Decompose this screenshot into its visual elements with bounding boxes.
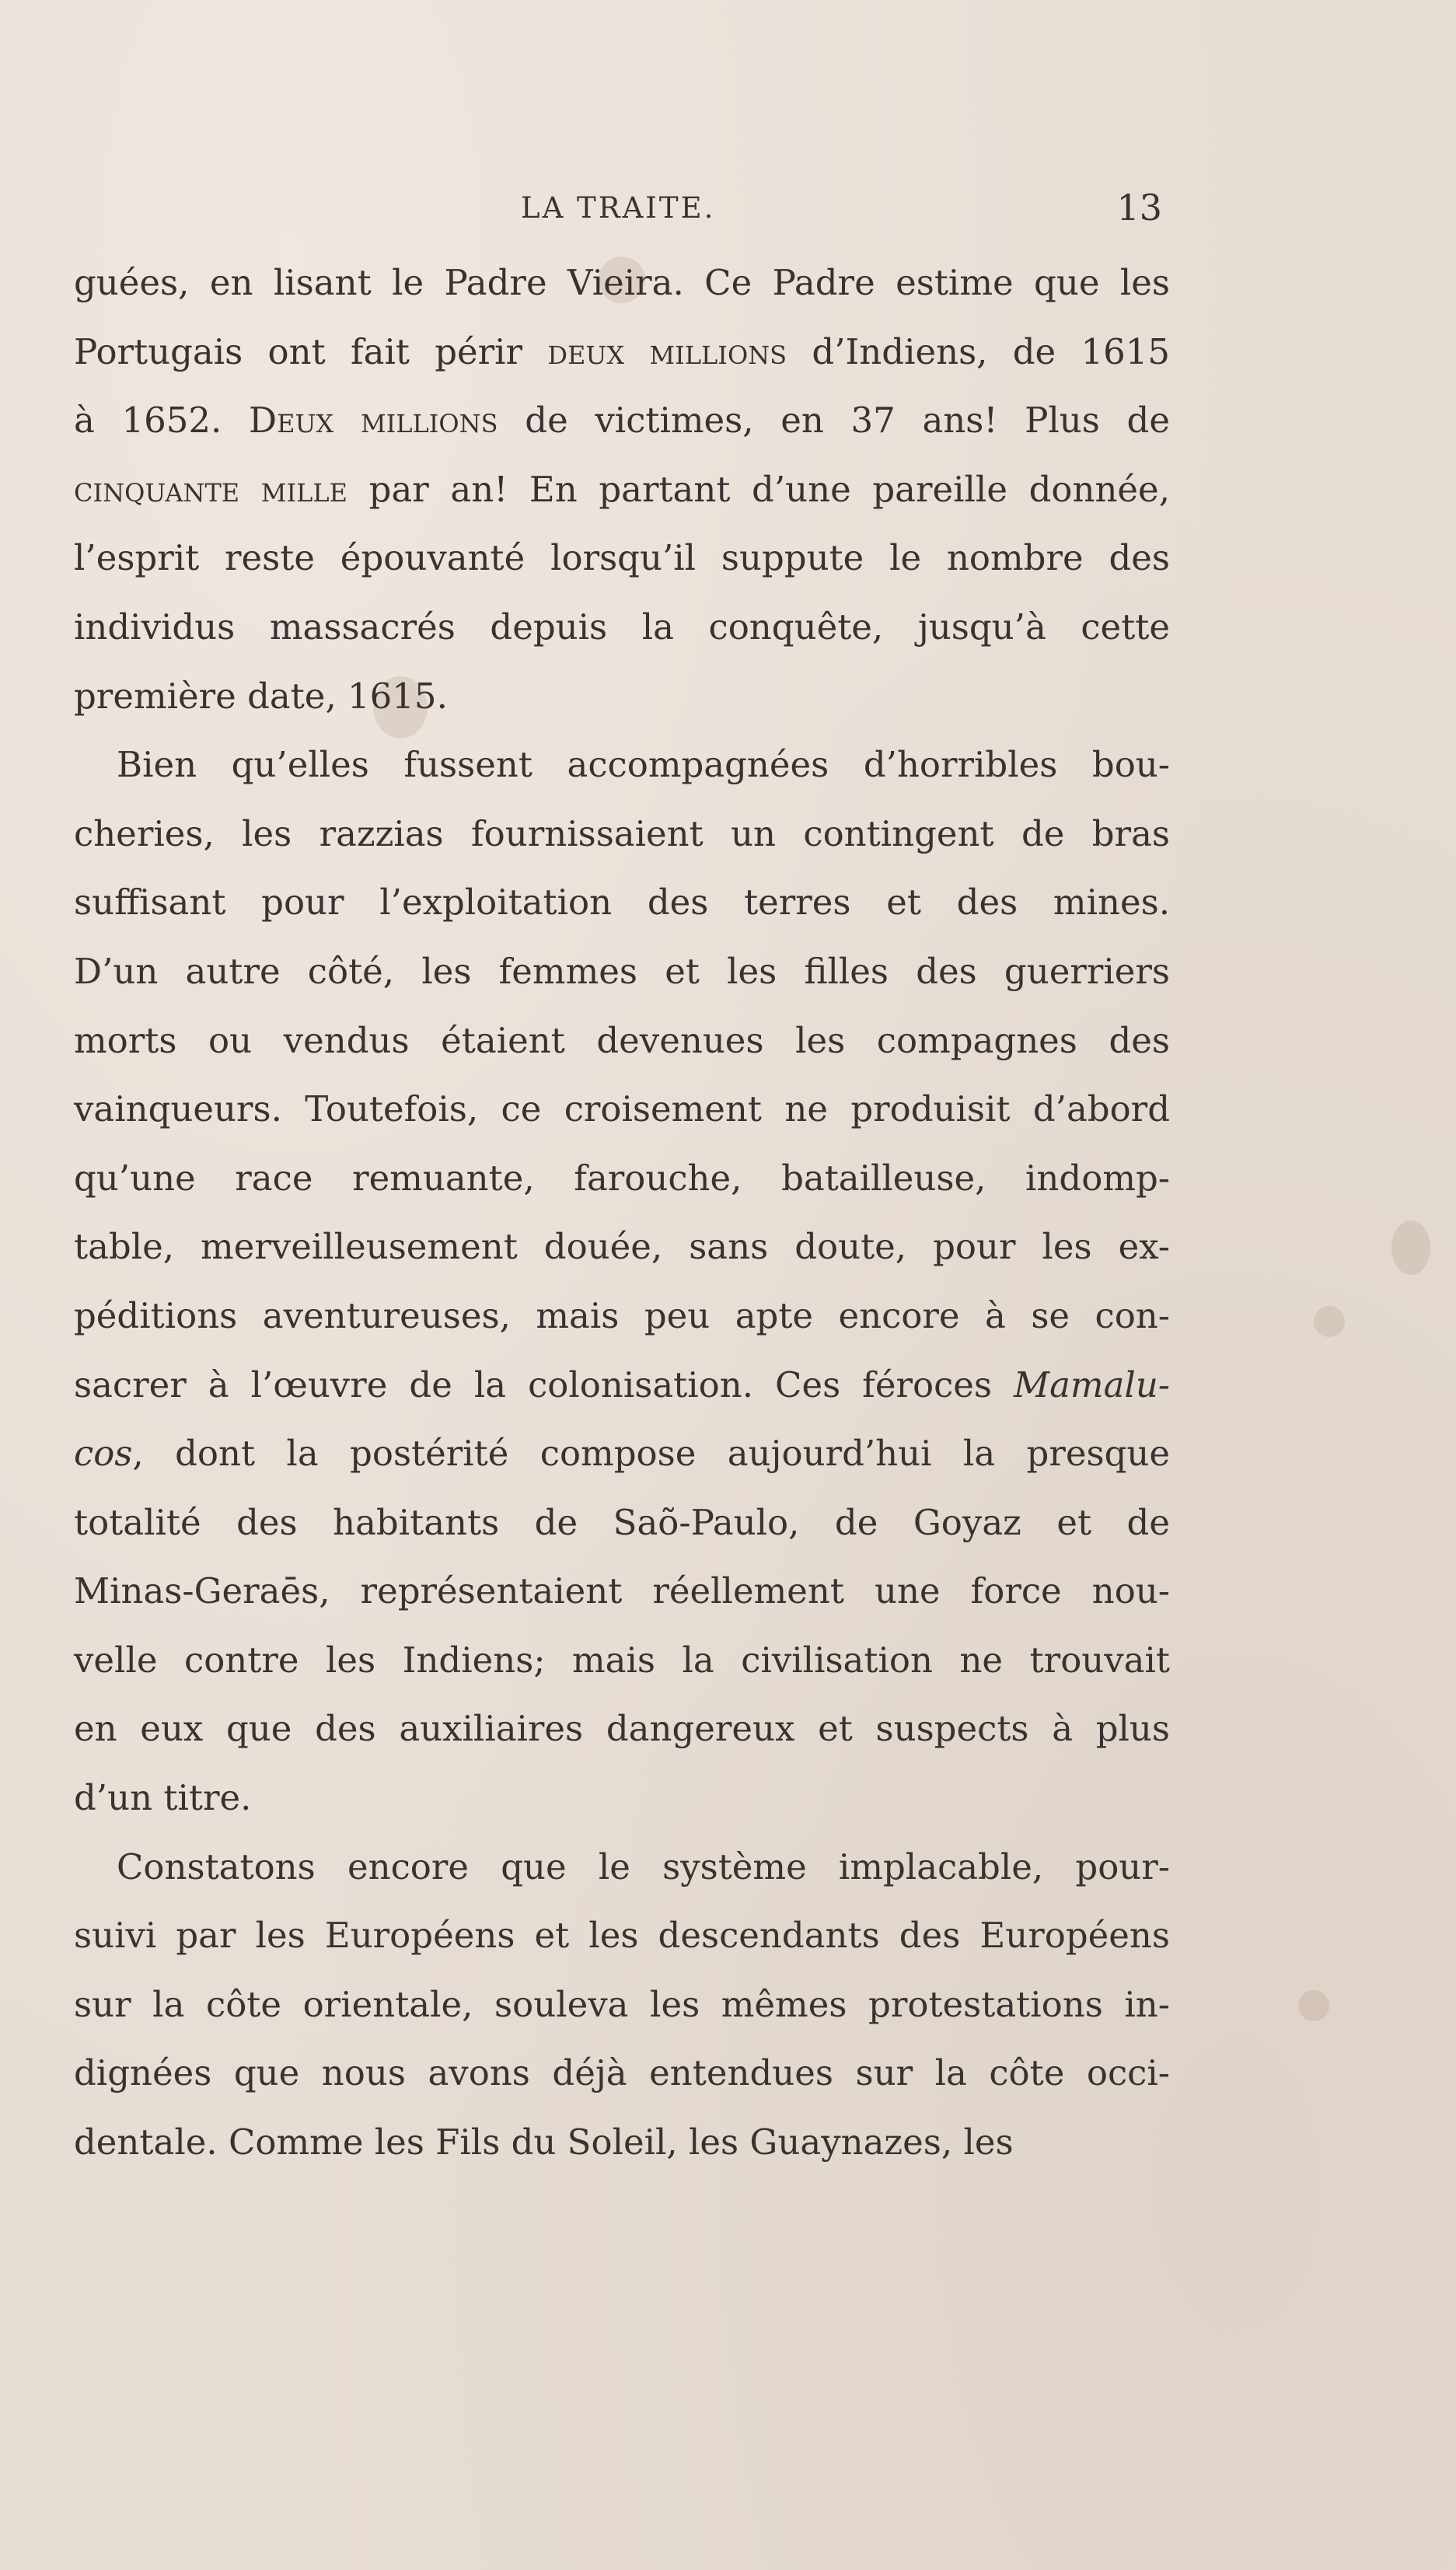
text-run: l’esprit reste épouvanté lorsqu’il suppute le nombre des [74,537,1170,579]
text-run: en eux que des auxiliaires dangereux et suspects à plus [74,1708,1170,1750]
text-line [74,1007,1170,1076]
text-line [74,456,1170,525]
text-run: suivi par les Européens et les descendants des Européens [74,1915,1170,1957]
text-line [74,1695,1170,1764]
small-caps-text: deux millions [547,330,787,372]
page-number: 13 [1116,187,1162,229]
text-line [74,1351,1170,1420]
running-title: LA TRAITE. [521,191,716,225]
text-run: D’un autre côté, les femmes et les filles des guerriers [74,950,1170,992]
text-line [74,1282,1170,1351]
text-run: velle contre les Indiens; mais la civilisation ne trouvait [74,1639,1170,1681]
text-line [74,938,1170,1007]
text-run: individus massacrés depuis la conquête, jusqu’à cette [74,606,1170,648]
text-line [74,868,1170,938]
text-run: totalité des habitants de Saõ-Paulo, de Goyaz et de [74,1501,1170,1543]
italic-text: Mamalu- [1014,1364,1170,1405]
text-run: suffisant pour l’exploitation des terres et des mines. [74,882,1170,924]
text-line [74,1626,1170,1695]
text-line [74,1213,1170,1282]
text-run: cheries, les razzias fournissaient un contingent de bras [74,812,1170,854]
text-run: dignées que nous avons déjà entendues sur la côte occi- [74,2052,1170,2094]
text-run: morts ou vendus étaient devenues les compagnes des [74,1019,1170,1061]
text-line [74,593,1170,662]
text-run: première date, 1615. [74,675,448,717]
text-run: vainqueurs. Toutefois, ce croisement ne produisit d’abord [74,1088,1170,1130]
text-line [74,318,1170,387]
text-line [74,1419,1170,1489]
text-line [74,2039,1170,2108]
text-run: Constatons encore que le système implacable, pour- [117,1845,1170,1887]
text-line [74,1901,1170,1971]
text-run: , dont la postérité compose aujourd’hui la presque [132,1433,1170,1475]
text-line [74,662,1170,732]
text-run: à 1652. [74,400,250,442]
text-line [74,1489,1170,1558]
text-line [74,1833,1170,1902]
foxing-stain [1298,1990,1329,2021]
paragraph [74,731,1170,1833]
text-run: par an! En partant d’une pareille donnée, [347,468,1170,510]
text-run: Portugais ont fait périr [74,330,548,372]
text-line [74,731,1170,800]
text-run: dentale. Comme les Fils du Soleil, les Guaynazes, les [74,2121,1014,2163]
text-line [74,386,1170,456]
paragraph [74,249,1170,731]
text-line [74,1764,1170,1833]
text-line [74,1075,1170,1144]
text-run: péditions aventureuses, mais peu apte encore à se con- [74,1294,1170,1336]
text-line [74,800,1170,869]
text-run: table, merveilleusement douée, sans doute, pour les ex- [74,1226,1170,1268]
body-text [74,249,1170,2177]
text-run: d’un titre. [74,1777,252,1819]
text-line [74,1557,1170,1626]
text-run: sacrer à l’œuvre de la colonisation. Ces féroces [74,1364,1014,1405]
paragraph [74,1833,1170,2177]
foxing-stain [1391,1220,1430,1275]
running-header [74,187,1162,233]
text-run: d’Indiens, de 1615 [787,330,1170,372]
italic-text: cos [74,1433,133,1475]
text-line [74,1144,1170,1213]
text-run: qu’une race remuante, farouche, batailleuse, indomp- [74,1157,1170,1199]
small-caps-text: cinquante mille [74,468,348,510]
text-line [74,2108,1170,2177]
text-run: Bien qu’elles fussent accompagnées d’horribles bou- [117,744,1170,786]
small-caps-text: Deux millions [249,400,498,442]
text-line [74,1971,1170,2040]
text-run: sur la côte orientale, souleva les mêmes protestations in- [74,1983,1170,2025]
text-run: guées, en lisant le Padre Vieira. Ce Padre estime que les [74,262,1170,303]
text-run: Minas-Geraēs, représentaient réellement une force nou- [74,1570,1170,1612]
foxing-stain [1314,1306,1345,1337]
text-line [74,524,1170,593]
text-line [74,249,1170,318]
text-run: de victimes, en 37 ans! Plus de [498,400,1170,442]
